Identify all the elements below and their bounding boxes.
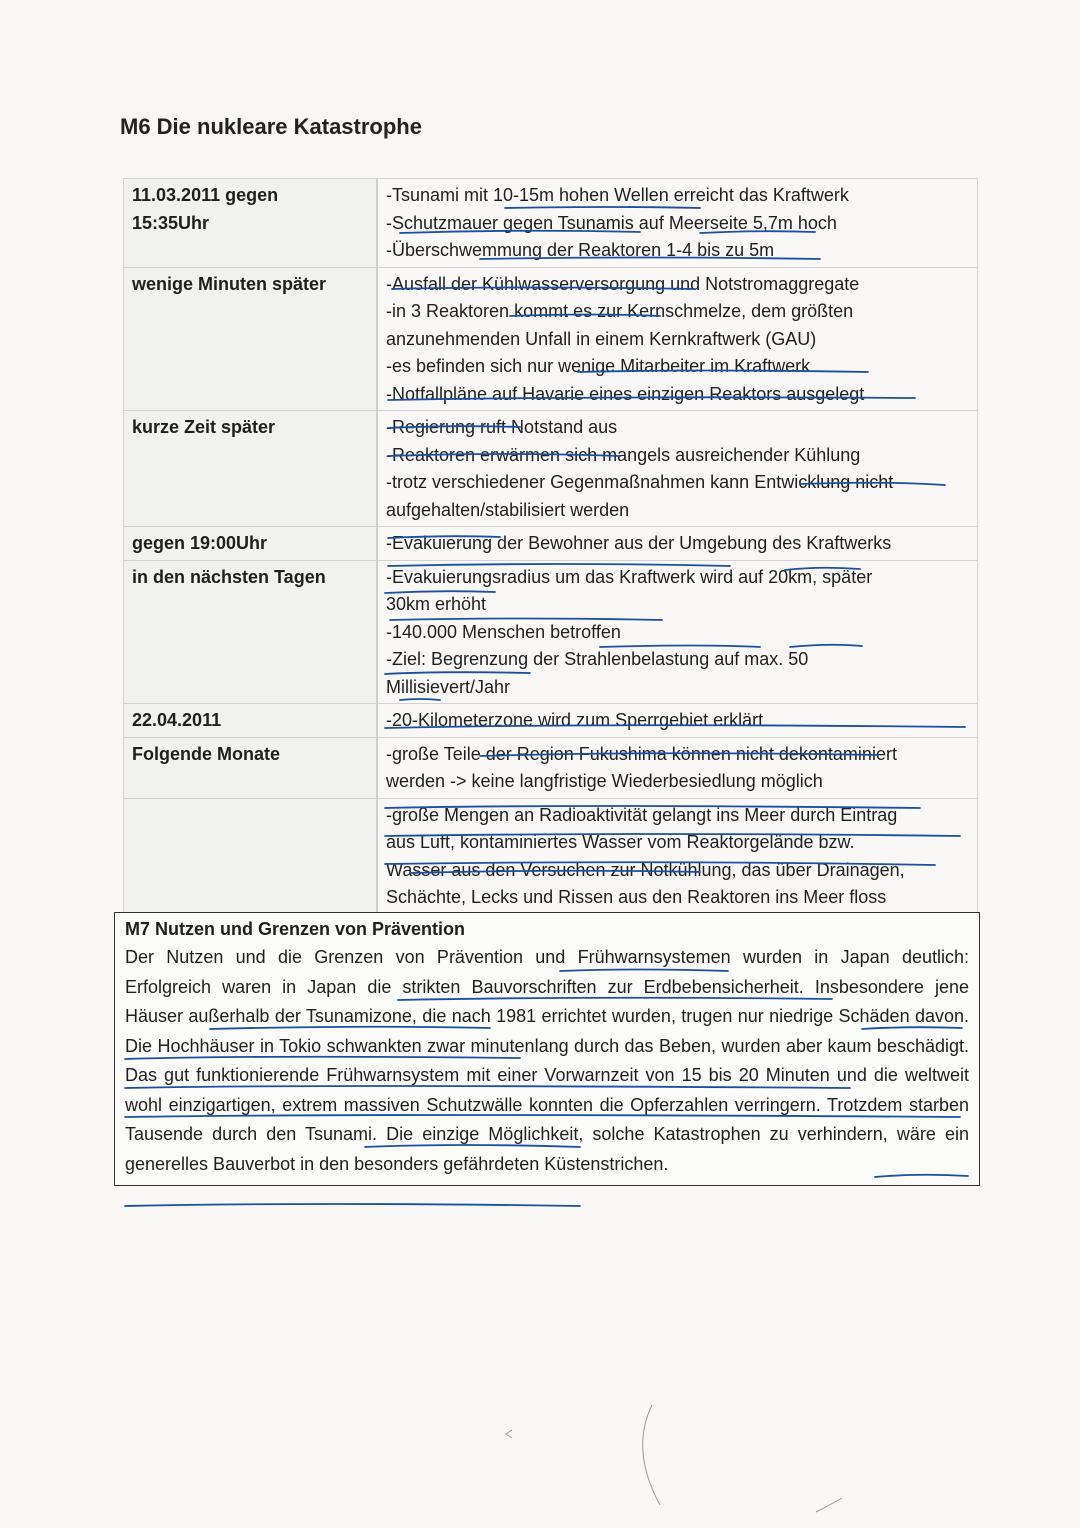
timeline-row [124, 798, 978, 914]
time-label: gegen 19:00Uhr [132, 533, 268, 553]
event-cell [377, 267, 978, 411]
event-line: -Reaktoren erwärmen sich mangels ausreichender Kühlung [386, 444, 861, 465]
time-cell [124, 798, 378, 914]
time-label: 15:35Uhr [132, 212, 210, 233]
timeline-row [124, 179, 978, 268]
time-cell [124, 560, 378, 704]
event-line: -Evakuierungsradius um das Kraftwerk wird auf 20km, später [386, 566, 873, 587]
event-cell [377, 411, 978, 527]
event-line: -140.000 Menschen betroffen [386, 621, 621, 642]
event-line: -große Teile der Region Fukushima können nicht dekontaminiert [386, 743, 897, 764]
event-cell [377, 798, 978, 914]
m7-body: Der Nutzen und die Grenzen von Prävention und Frühwarnsystemen wurden in Japan deutlich: Erfolgreich waren in Japan die strikten Bauvorschriften zur Erdbebensicherheit. Insbesondere jene Häuser außerhalb der Tsunamizone, die nach 1981 errichtet wurden, trugen nur niedrige Schäden davon. Die Hochhäuser in Tokio schwankten zwar minutenlang durch das Beben, wurden aber kaum beschädigt. Das gut funktionierende Frühwarnsystem mit einer Vorwarnzeit von 15 bis 20 Minuten und die weltweit wohl einzigartigen, extrem massiven Schutzwälle konnten die Opferzahlen verringern. Trotzdem starben Tausende durch den Tsunami. Die einzige Möglichkeit, solche Katastrophen zu verhindern, wäre ein generelles Bauverbot in den besonders gefährdeten Küstenstrichen. [125, 947, 969, 1174]
time-label: in den nächsten Tagen [132, 566, 326, 587]
timeline-row [124, 267, 978, 411]
event-cell [377, 560, 978, 704]
timeline-row [124, 411, 978, 527]
timeline-row [124, 704, 978, 738]
timeline-table [123, 178, 978, 915]
timeline-row [124, 560, 978, 704]
time-label: wenige Minuten später [132, 273, 327, 294]
event-line: -Regierung ruft Notstand aus [386, 417, 618, 437]
m7-box [114, 912, 980, 1186]
time-label: 11.03.2011 gegen [132, 185, 279, 205]
event-line: -Ausfall der Kühlwasserversorgung und Notstromaggregate [386, 273, 860, 294]
event-line: -Evakuierung der Bewohner aus der Umgebung des Kraftwerks [386, 533, 892, 553]
scan-mark [506, 1430, 512, 1438]
event-line: werden -> keine langfristige Wiederbesiedlung möglich [386, 771, 823, 791]
timeline-row [124, 737, 978, 798]
event-cell [377, 704, 978, 738]
scan-mark [643, 1405, 660, 1505]
event-cell [377, 737, 978, 798]
event-line: anzunehmenden Unfall in einem Kernkraftwerk (GAU) [386, 328, 817, 349]
time-label: 22.04.2011 [132, 710, 222, 730]
event-cell [377, 527, 978, 561]
event-line: -große Mengen an Radioaktivität gelangt ins Meer durch Eintrag [386, 804, 898, 825]
time-cell [124, 527, 378, 561]
page-title: M6 Die nukleare Katastrophe [120, 114, 422, 139]
timeline-row [124, 527, 978, 561]
time-cell [124, 411, 378, 527]
pen-underline [125, 1204, 580, 1206]
event-line: aus Luft, kontaminiertes Wasser vom Reaktorgelände bzw. [386, 832, 855, 852]
time-cell [124, 737, 378, 798]
event-cell [377, 179, 978, 268]
event-line: aufgehalten/stabilisiert werden [386, 499, 630, 520]
event-line: Wasser aus den Versuchen zur Notkühlung, das über Drainagen, [386, 859, 905, 880]
event-line: 30km erhöht [386, 594, 487, 614]
event-line: Millisievert/Jahr [386, 676, 511, 697]
event-line: -Notfallpläne auf Havarie eines einzigen Reaktors ausgelegt [386, 383, 865, 404]
time-cell [124, 267, 378, 411]
m7-title: M7 Nutzen und Grenzen von Prävention [125, 919, 466, 939]
event-line: -es befinden sich nur wenige Mitarbeiter im Kraftwerk [386, 356, 811, 376]
event-line: -Schutzmauer gegen Tsunamis auf Meerseite 5,7m hoch [386, 212, 837, 233]
event-line: -in 3 Reaktoren kommt es zur Kernschmelze, dem größten [386, 301, 854, 321]
event-line: -Tsunami mit 10-15m hohen Wellen erreicht das Kraftwerk [386, 185, 849, 205]
scan-mark [816, 1498, 842, 1512]
event-line: -Überschwemmung der Reaktoren 1-4 bis zu 5m [386, 240, 775, 260]
event-line: -20-Kilometerzone wird zum Sperrgebiet erklärt [386, 710, 764, 730]
event-line: -trotz verschiedener Gegenmaßnahmen kann Entwicklung nicht [386, 472, 894, 492]
time-cell [124, 179, 378, 268]
event-line: Schächte, Lecks und Rissen aus den Reaktoren ins Meer floss [386, 887, 887, 907]
time-label: Folgende Monate [132, 743, 280, 764]
scan-marks [506, 1405, 842, 1512]
time-cell [124, 704, 378, 738]
event-line: -Ziel: Begrenzung der Strahlenbelastung auf max. 50 [386, 649, 809, 669]
time-label: kurze Zeit später [132, 417, 276, 437]
